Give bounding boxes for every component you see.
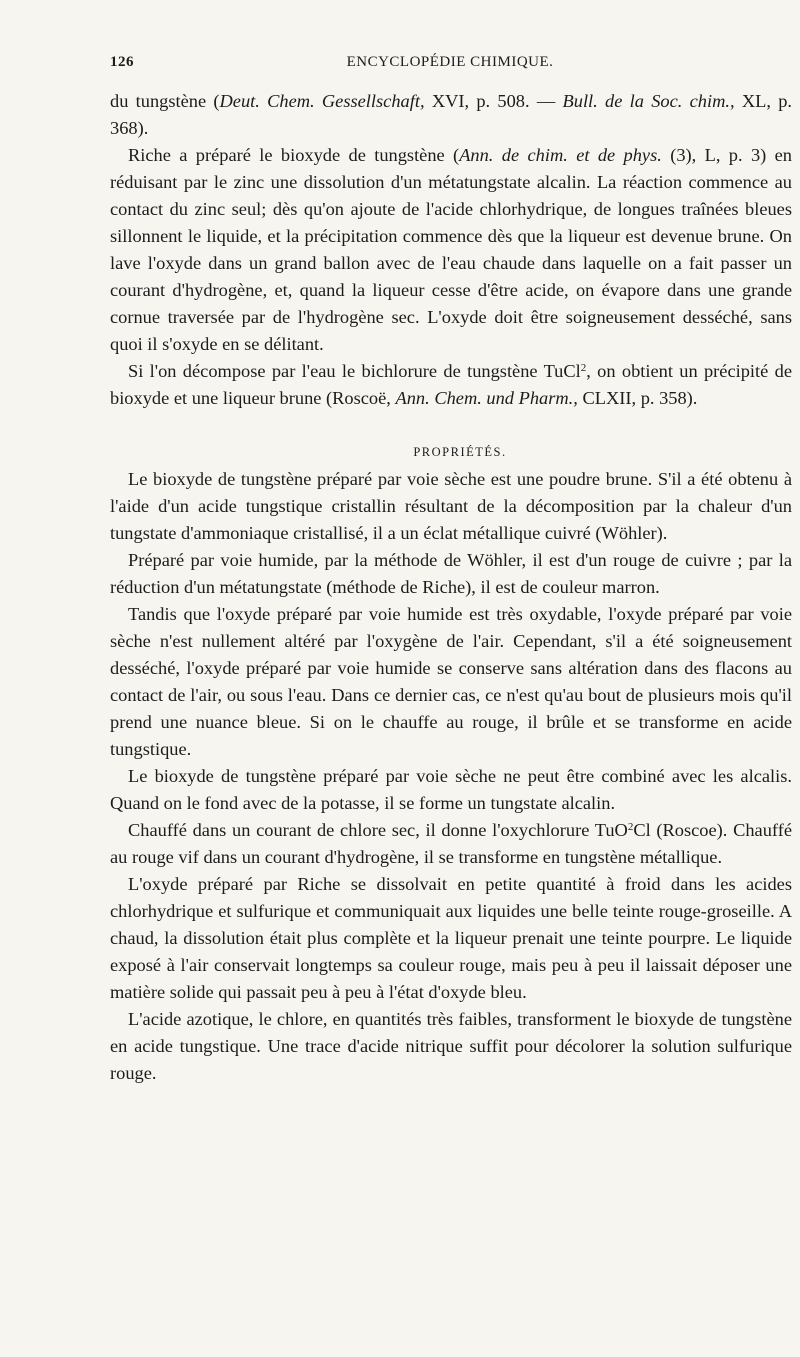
paragraph-9: L'oxyde préparé par Riche se dissolvait en petite quantité à froid dans les acides chlorhydrique et sulfurique et communiquait aux liquides une belle teinte rouge-groseille. A chaud, la dissolution était plus complète et la liqueur prenait une teinte pourpre. Le liquide exposé à l'air conservait longtemps sa couleur rouge, mais peu à peu il laissait déposer une matière solide qui passait peu à peu à l'état d'oxyde bleu. — [110, 874, 792, 1002]
paragraph-3: Si l'on décompose par l'eau le bichlorure de tungstène TuCl$^2$, on obtient un précipité de bioxyde et une liqueur brune (Roscoë, Ann. Chem. und Pharm., CLXII, p. 358). — [110, 361, 792, 408]
page-header — [110, 54, 790, 82]
paragraph-2: Riche a préparé le bioxyde de tungstène (Ann. de chim. et de phys. (3), L, p. 3) en réduisant par le zinc une dissolution d'un métatungstate alcalin. La réaction commence au contact du zinc seul; dès qu'on ajoute de l'acide chlorhydrique, de longues traînées bleues sillonnent le liquide, et la précipitation commence dès que la liqueur est devenue brune. On lave l'oxyde dans un grand ballon avec de l'eau chaude dans laquelle on a fait passer un courant d'hydrogène, et, quand la liqueur cesse d'être acide, on évapore dans une grande cornue traversée par de l'hydrogène sec. L'oxyde doit être soigneusement desséché, sans quoi il s'oxyde en se délitant. — [110, 145, 792, 354]
paragraph-4: Le bioxyde de tungstène préparé par voie sèche est une poudre brune. S'il a été obtenu à l'aide d'un acide tungstique cristallin résultant de la décomposition par la chaleur d'un tungstate d'ammoniaque cristallisé, il a un éclat métallique cuivré (Wöhler). — [110, 469, 792, 543]
body-text — [110, 88, 792, 1087]
paragraph-8: Chauffé dans un courant de chlore sec, il donne l'oxychlorure TuO$^2$Cl (Roscoe). Chauffé au rouge vif dans un courant d'hydrogène, il se transforme en tungstène métallique. — [110, 820, 792, 867]
running-head: ENCYCLOPÉDIE CHIMIQUE. — [346, 54, 554, 70]
paragraph-10: L'acide azotique, le chlore, en quantités très faibles, transforment le bioxyde de tungstène en acide tungstique. Une trace d'acide nitrique suffit pour décolorer la solution sulfurique rouge. — [110, 1009, 792, 1083]
paragraph-1: du tungstène (Deut. Chem. Gessellschaft, XVI, p. 508. — Bull. de la Soc. chim., XL, p. 368). — [110, 91, 792, 138]
paragraph-7: Le bioxyde de tungstène préparé par voie sèche ne peut être combiné avec les alcalis. Quand on le fond avec de la potasse, il se forme un tungstate alcalin. — [110, 766, 792, 813]
paragraph-5: Préparé par voie humide, par la méthode de Wöhler, il est d'un rouge de cuivre ; par la réduction d'un métatungstate (méthode de Riche), il est de couleur marron. — [110, 550, 792, 597]
page-number: 126 — [110, 54, 134, 70]
paragraph-6: Tandis que l'oxyde préparé par voie humide est très oxydable, l'oxyde préparé par voie sèche n'est nullement altéré par l'oxygène de l'air. Cependant, s'il a été soigneusement desséché, l'oxyde préparé par voie humide se conserve sans altération dans des flacons au contact de l'air, ou sous l'eau. Dans ce dernier cas, ce n'est qu'au bout de plusieurs mois qu'il prend une nuance bleue. Si on le chauffe au rouge, il brûle et se transforme en acide tungstique. — [110, 604, 792, 759]
section-title: PROPRIÉTÉS. — [413, 445, 507, 459]
